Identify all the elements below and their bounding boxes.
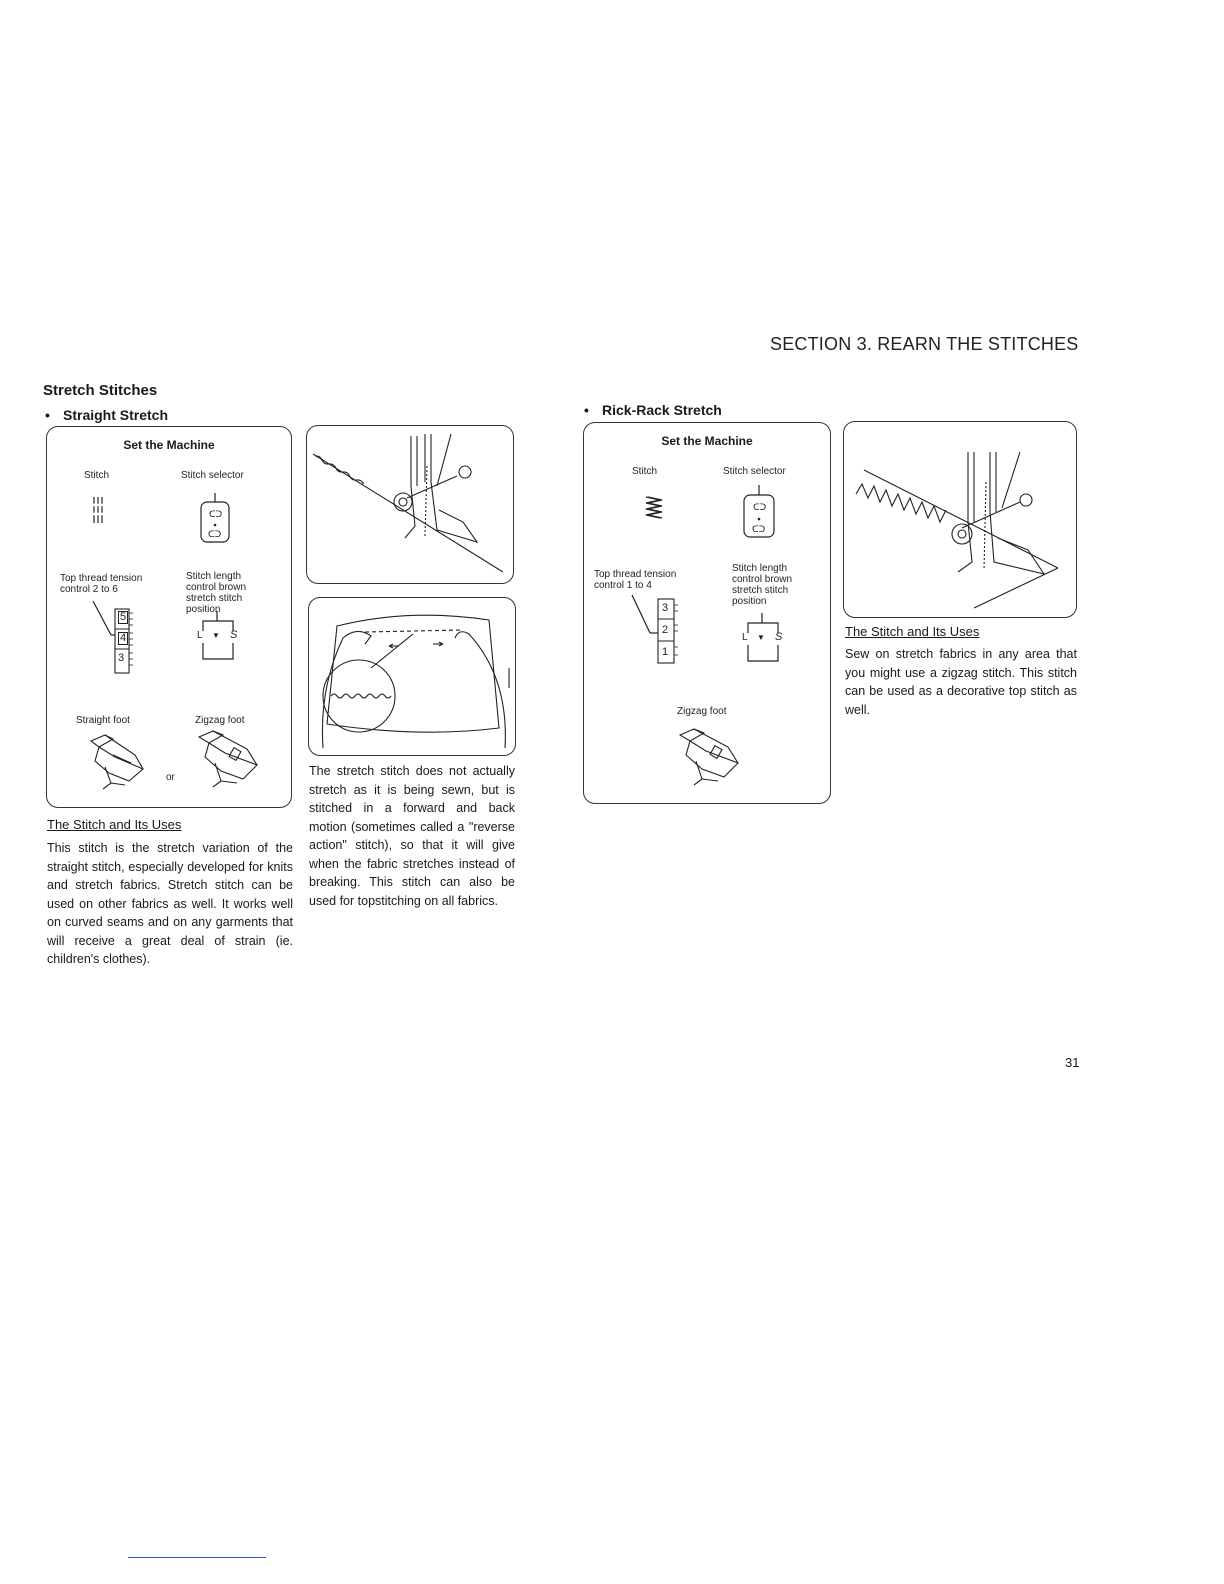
dial-left: L [742, 632, 748, 643]
footer-rule [128, 1557, 266, 1558]
straight-stretch-heading [45, 407, 168, 423]
rick-rack-stitch-icon [644, 495, 664, 521]
straight-stretch-title: Straight Stretch [63, 407, 169, 423]
dial-left: L [197, 630, 203, 641]
panel-title: Set the Machine [123, 438, 215, 452]
selector-label: Stitch selector [723, 466, 786, 477]
straight-stretch-stitch-icon [91, 497, 105, 525]
tension-dial-icon [628, 593, 680, 669]
dial-right: S [775, 631, 783, 643]
tension-number: 1 [662, 646, 669, 658]
svg-text:ᑕᑐ: ᑕᑐ [752, 525, 766, 535]
dial-right: S [230, 629, 238, 641]
or-label: or [166, 772, 175, 783]
stretch-description-text: The stretch stitch does not actually stretch as it is being sewn, but is stitched in a forward and back motion (sometimes called a "reverse action" stitch), so that it will give when the fabric stretches instead of breaking. This stitch can also be used for topstitching on all fabrics. [309, 764, 515, 908]
section-header: SECTION 3. REARN THE STITCHES [770, 334, 1079, 354]
tension-number: 3 [118, 652, 125, 664]
straight-foot-label: Straight foot [76, 715, 130, 726]
straight-uses-title: The Stitch and Its Uses [47, 817, 182, 832]
panel-title: Set the Machine [661, 434, 753, 448]
zigzag-foot-label: Zigzag foot [195, 715, 245, 726]
tension-number: 4 [120, 632, 127, 644]
rick-rack-presser-foot-illustration [844, 422, 1076, 617]
straight-uses-text: This stitch is the stretch variation of the straight stitch, especially developed for knits and stretch fabrics. Stretch stitch can be used on other fabrics as well. It works well on curved seams and on any garments that will receive a great deal of strain (ie. children's clothes). [47, 841, 293, 966]
rick-rack-uses-text: Sew on stretch fabrics in any area that you might use a zigzag stitch. This stitch can be used as a decorative top stitch as well. [845, 647, 1077, 717]
tension-number: 2 [662, 624, 669, 636]
stitch-selector-icon [199, 493, 235, 547]
svg-text:ᑕᑐ: ᑕᑐ [208, 530, 222, 540]
page-title: Stretch Stitches [43, 382, 158, 399]
zigzag-foot-icon [676, 725, 752, 789]
rick-rack-heading [584, 402, 722, 418]
stitch-label: Stitch [84, 470, 110, 481]
rick-rack-settings-panel [583, 422, 831, 804]
hands-stretching-fabric-illustration [309, 598, 515, 755]
length-label: Stitch length control brown stretch stitch position [186, 571, 247, 615]
fabric-stretch-illustration-panel [308, 597, 516, 756]
dial-mid: ▼ [212, 631, 220, 640]
bullet-icon: • [45, 407, 50, 423]
svg-text:ᑕᑐ: ᑕᑐ [209, 510, 223, 520]
rick-rack-title: Rick-Rack Stretch [602, 402, 722, 418]
presser-foot-illustration [307, 426, 513, 583]
rick-rack-illustration-panel [843, 421, 1077, 618]
tension-dial-icon [87, 599, 137, 675]
zigzag-foot-icon [195, 727, 271, 791]
tension-label: Top thread tension control 1 to 4 [594, 569, 677, 591]
tension-number: 5 [120, 611, 127, 623]
tension-number: 3 [662, 602, 669, 614]
stitch-selector-icon [742, 485, 778, 543]
sewing-illustration-panel [306, 425, 514, 584]
selector-label: Stitch selector [181, 470, 244, 481]
page-number: 31 [1065, 1055, 1080, 1070]
straight-settings-panel [46, 426, 292, 808]
zigzag-foot-label: Zigzag foot [677, 706, 727, 717]
length-label: Stitch length control brown stretch stitch position [732, 563, 793, 607]
straight-foot-icon [85, 733, 155, 793]
bullet-icon: • [584, 402, 589, 418]
stitch-label: Stitch [632, 466, 658, 477]
rick-rack-uses-title: The Stitch and Its Uses [845, 624, 980, 639]
svg-text:ᑕᑐ: ᑕᑐ [753, 503, 767, 513]
dial-mid: ▼ [757, 633, 765, 642]
tension-label: Top thread tension control 2 to 6 [60, 573, 143, 595]
